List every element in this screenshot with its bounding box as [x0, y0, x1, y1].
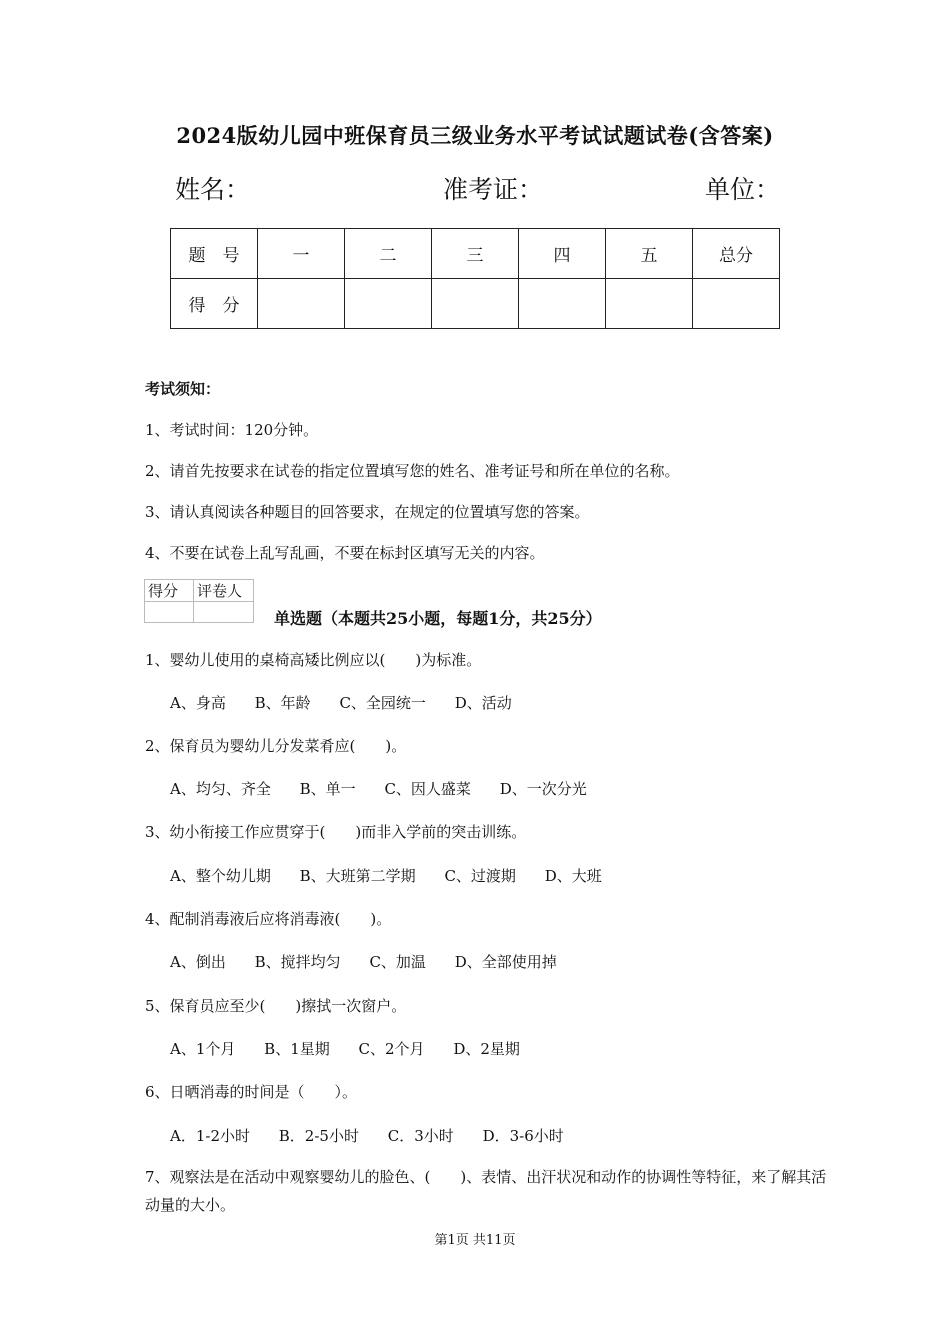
question-options [170, 692, 536, 713]
score-header-cell: 二 [345, 229, 432, 279]
notice-item: 2、请首先按要求在试卷的指定位置填写您的姓名、准考证号和所在单位的名称。 [145, 462, 680, 480]
option: D、全部使用掉 [454, 953, 557, 971]
notice-item: 3、请认真阅读各种题目的回答要求，在规定的位置填写您的答案。 [145, 503, 590, 521]
document-title: 2024版幼儿园中班保育员三级业务水平考试试题试卷(含答案) [176, 123, 774, 148]
option: B、年龄 [254, 694, 311, 712]
option: C．3小时 [387, 1127, 454, 1145]
notice-title: 考试须知： [145, 380, 221, 398]
option: C、2个月 [358, 1040, 425, 1058]
name-field-label: 姓名： [175, 175, 251, 204]
option: A、身高 [170, 694, 226, 712]
option: D、活动 [454, 694, 512, 712]
option: D、大班 [544, 867, 602, 885]
option: B、大班第二学期 [299, 867, 416, 885]
option: B．2-5小时 [278, 1127, 359, 1145]
question-text: 2、保育员为婴幼儿分发菜肴应( )。 [145, 737, 407, 755]
question-options [170, 1125, 588, 1146]
score-row-label: 得 分 [171, 279, 258, 329]
question-options [170, 1038, 544, 1059]
score-cell [345, 279, 432, 329]
score-header-cell: 题 号 [171, 229, 258, 279]
grader-box [144, 579, 254, 623]
option: C、过渡期 [444, 867, 516, 885]
exam-id-field-label: 准考证： [443, 175, 544, 204]
score-cell [258, 279, 345, 329]
score-cell [693, 279, 780, 329]
grader-score-label: 得分 [145, 580, 194, 602]
option: A、均匀、齐全 [170, 780, 271, 798]
question-options [170, 951, 581, 972]
score-header-cell: 总分 [693, 229, 780, 279]
unit-field-label: 单位： [704, 175, 780, 204]
score-header-cell: 一 [258, 229, 345, 279]
score-table [170, 228, 780, 329]
question-options [170, 778, 611, 799]
score-header-cell: 五 [606, 229, 693, 279]
question-text: 3、幼小衔接工作应贯穿于( )而非入学前的突击训练。 [145, 823, 527, 841]
page-footer: 第1页 共11页 [434, 1233, 516, 1248]
question-text: 7、观察法是在活动中观察婴幼儿的脸色、( )、表情、出汗状况和动作的协调性等特征，来了解其活动量的大小。 [145, 1168, 827, 1214]
option: B、单一 [299, 780, 356, 798]
option: A、倒出 [170, 953, 226, 971]
question-text: 4、配制消毒液后应将消毒液( )。 [145, 910, 392, 928]
option: A、整个幼儿期 [170, 867, 271, 885]
option: C、全园统一 [339, 694, 426, 712]
option: D、2星期 [453, 1040, 520, 1058]
candidate-fields [175, 170, 780, 206]
grader-name-cell [194, 602, 254, 623]
score-table-header-row [171, 229, 780, 279]
question-options [170, 865, 626, 886]
notice-item: 4、不要在试卷上乱写乱画，不要在标封区填写无关的内容。 [145, 544, 545, 562]
option: B、1星期 [264, 1040, 330, 1058]
question-text: 1、婴幼儿使用的桌椅高矮比例应以( )为标准。 [145, 651, 482, 669]
question-text: 6、日晒消毒的时间是（ ）。 [145, 1083, 358, 1101]
notice-item: 1、考试时间：120分钟。 [145, 421, 319, 439]
score-table-score-row [171, 279, 780, 329]
grader-score-cell [145, 602, 194, 623]
option: D．3-6小时 [482, 1127, 564, 1145]
score-cell [606, 279, 693, 329]
score-cell [432, 279, 519, 329]
section-title: 单选题（本题共25小题，每题1分，共25分） [274, 609, 602, 628]
score-header-cell: 四 [519, 229, 606, 279]
option: A．1-2小时 [170, 1127, 250, 1145]
score-header-cell: 三 [432, 229, 519, 279]
grader-name-label: 评卷人 [194, 580, 254, 602]
question-text: 5、保育员应至少( )擦拭一次窗户。 [145, 997, 407, 1015]
option: A、1个月 [170, 1040, 236, 1058]
option: D、一次分光 [499, 780, 587, 798]
option: C、因人盛菜 [384, 780, 471, 798]
option: B、搅拌均匀 [254, 953, 341, 971]
score-cell [519, 279, 606, 329]
option: C、加温 [369, 953, 426, 971]
